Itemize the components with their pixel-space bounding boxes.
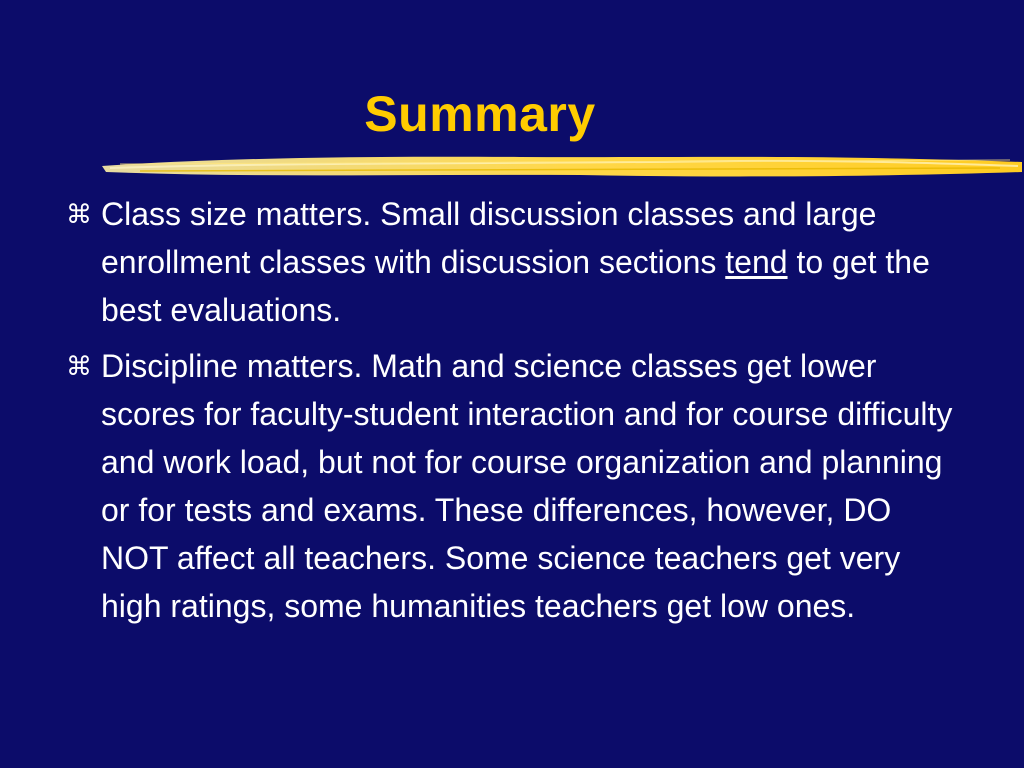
command-key-icon: ⌘: [66, 351, 92, 381]
bullet-text-after: to get the best evaluations.: [101, 244, 930, 328]
bullet-list: [66, 190, 966, 638]
command-key-icon: ⌘: [66, 199, 92, 229]
bullet-emphasis-tend: tend: [725, 244, 788, 280]
title-underline-brushstroke: [100, 148, 1024, 188]
bullet-item-class-size: [66, 190, 966, 334]
slide-title: Summary: [364, 86, 596, 142]
bullet-item-discipline: [66, 342, 966, 630]
bullet-text-before: Class size matters. Small discussion classes and large enrollment classes with discussion sections: [101, 196, 877, 280]
bullet-text: Discipline matters. Math and science classes get lower scores for faculty-student interaction and for course difficulty and work load, but not for course organization and planning or for tests and exams. These differences, however, DO NOT affect all teachers. Some science teachers get very high ratings, some humanities teachers get low ones.: [101, 348, 953, 624]
